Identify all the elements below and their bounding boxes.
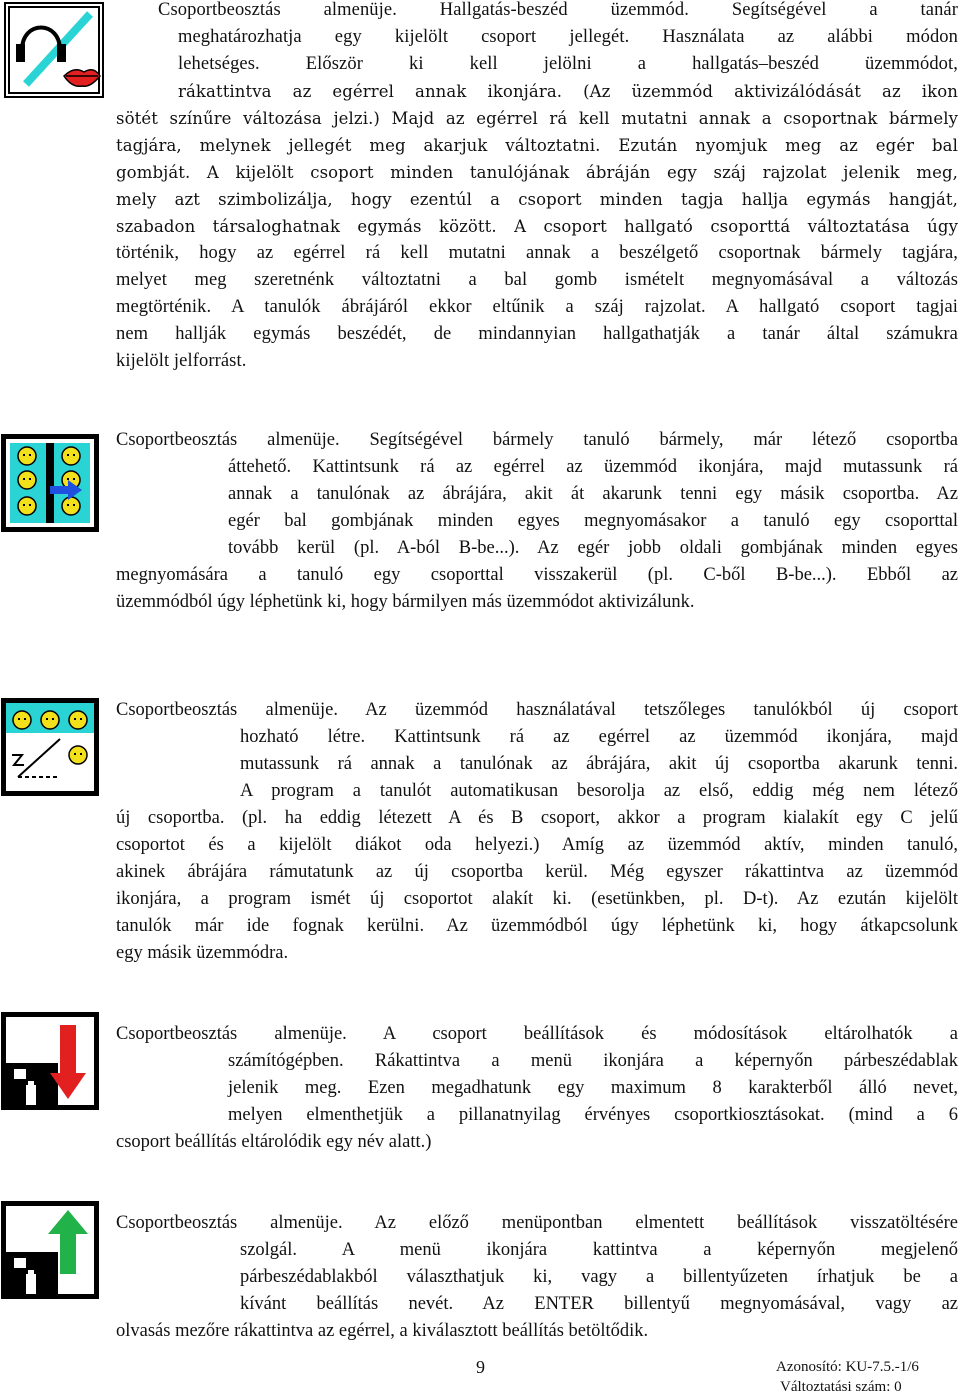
text-line: Csoportbeosztás almenüje. Hallgatás-beszéd üzemmód. Segítségével a tanár	[158, 0, 958, 20]
new-group-icon[interactable]	[0, 697, 100, 797]
text-line: megnyomására a tanuló egy csoporttal visszakerül (pl. C-ből B-be...). Ebből az	[116, 565, 958, 585]
text-line: történik, hogy az egérrel rá kell mutatni annak a beszélgető csoportnak bármely tagjára,	[116, 243, 958, 263]
text-line: mely azt szimbolizálja, hogy ezentúl a csoport minden tagja hallja egymás hangját,	[116, 190, 958, 209]
text-line: nem hallják egymás beszédét, de mindannyian hallgathatják a tanár által számukra	[116, 324, 958, 344]
text-line: tovább kerül (pl. A-ból B-be...). Az egér jobb oldali gombjának minden egyes	[228, 538, 958, 558]
text-line: jelenik meg. Ezen megadhatunk egy maximum 8 karakterből álló nevet,	[228, 1078, 958, 1098]
text-line: számítógépben. Rákattintva a menü ikonjára a képernyőn párbeszédablak	[228, 1051, 958, 1071]
move-student-icon[interactable]	[0, 433, 100, 533]
text-line: Csoportbeosztás almenüje. Az előző menüpontban elmentett beállítások visszatöltésére	[116, 1213, 958, 1233]
text-line: megtörténik. A tanulók ábrájáról ekkor eltűnik a száj rajzolat. A hallgató csoport tagjai	[116, 297, 958, 317]
text-line: áttehető. Kattintsunk rá az egérrel az üzemmód ikonjára, majd mutassunk rá	[228, 457, 958, 477]
text-line: A program a tanulót automatikusan besorolja az első, eddig még nem létező	[240, 781, 958, 801]
change-number: Változtatási szám: 0	[780, 1379, 902, 1395]
text-line: akinek ábrájára rámutatunk az új csoportba kerül. Még egyszer rákattintva az üzemmód	[116, 862, 958, 882]
text-line: mutassunk rá annak a tanulónak az ábrájára, akit új csoportba akarunk tenni.	[240, 754, 958, 774]
text-line: meghatározhatja egy kijelölt csoport jellegét. Használata az alábbi módon	[178, 27, 958, 47]
text-line: hozható létre. Kattintsunk rá az egérrel az üzemmód ikonjára, majd	[240, 727, 958, 747]
text-line: sötét színűre változása jelzi.) Majd az egérrel rá kell mutatni annak a csoportnak bármely	[116, 109, 958, 128]
text-line: párbeszédablakból választhatjuk ki, vagy a billentyűzeten írhatjuk be a	[240, 1267, 958, 1287]
text-line: olvasás mezőre rákattintva az egérrel, a kiválasztott beállítás betöltődik.	[116, 1321, 649, 1341]
text-line: Csoportbeosztás almenüje. A csoport beállítások és módosítások eltárolhatók a	[116, 1024, 958, 1044]
text-line: annak a tanulónak az ábrájára, akit át akarunk tenni egy másik csoportba. Az	[228, 484, 958, 504]
text-line: új csoportba. (pl. ha eddig létezett A és B csoport, akkor a program kialakít egy C jelű	[116, 808, 958, 828]
text-line: ikonjára, a program ismét új csoportot alakít ki. (esetünkben, pl. D-t). Az ezután kijelölt	[116, 889, 958, 909]
text-line: egy másik üzemmódra.	[116, 943, 289, 963]
text-line: Csoportbeosztás almenüje. Az üzemmód használatával tetszőleges tanulókból új csoport	[116, 700, 958, 720]
text-line: lehetséges. Először ki kell jelölni a hallgatás–beszéd üzemmódot,	[178, 54, 958, 74]
save-disk-icon[interactable]	[0, 1011, 100, 1111]
text-line: rákattintva az egérrel annak ikonjára. (Az üzemmód aktivizálódását az ikon	[178, 82, 958, 101]
text-line: Csoportbeosztás almenüje. Segítségével bármely tanuló bármely, már létező csoportba	[116, 430, 958, 450]
text-line: melyet meg szeretnénk változtatni a bal gomb ismételt megnyomásával a változás	[116, 270, 958, 290]
document-identifier: Azonosító: KU-7.5.-1/6	[776, 1359, 919, 1375]
text-line: csoportot és a kijelölt diákot oda helyezi.) Amíg az üzemmód aktív, minden tanuló,	[116, 835, 958, 855]
text-line: szabadon társaloghatnak egymás között. A csoport hallgató csoporttá változtatása úgy	[116, 217, 958, 236]
text-line: kijelölt jelforrást.	[116, 351, 247, 371]
load-disk-icon[interactable]	[0, 1200, 100, 1300]
text-line: üzemmódból úgy léphetünk ki, hogy bármilyen más üzemmódot aktivizálunk.	[116, 592, 695, 612]
text-line: kívánt beállítás nevét. Az ENTER billentyű megnyomásával, vagy az	[240, 1294, 958, 1314]
headphones-mouth-icon[interactable]	[4, 2, 104, 98]
text-line: csoport beállítás eltárolódik egy név alatt.)	[116, 1132, 432, 1152]
text-line: gombját. A kijelölt csoport minden tanulójának ábráján egy száj rajzolat jelenik meg,	[116, 163, 958, 182]
page-number: 9	[476, 1357, 485, 1377]
text-line: tagjára, melynek jellegét meg akarjuk változtatni. Ezután nyomjuk meg az egér bal	[116, 136, 958, 155]
text-line: szolgál. A menü ikonjára kattintva a képernyőn megjelenő	[240, 1240, 958, 1260]
text-line: melyen elmenthetjük a pillanatnyilag érvényes csoportkiosztásokat. (mind a 6	[228, 1105, 958, 1125]
text-line: egér bal gombjának minden egyes megnyomásakor a tanuló egy csoporttal	[228, 511, 958, 531]
text-line: tanulók már ide fognak kerülni. Az üzemmódból úgy léphetünk ki, hogy átkapcsolunk	[116, 916, 958, 936]
